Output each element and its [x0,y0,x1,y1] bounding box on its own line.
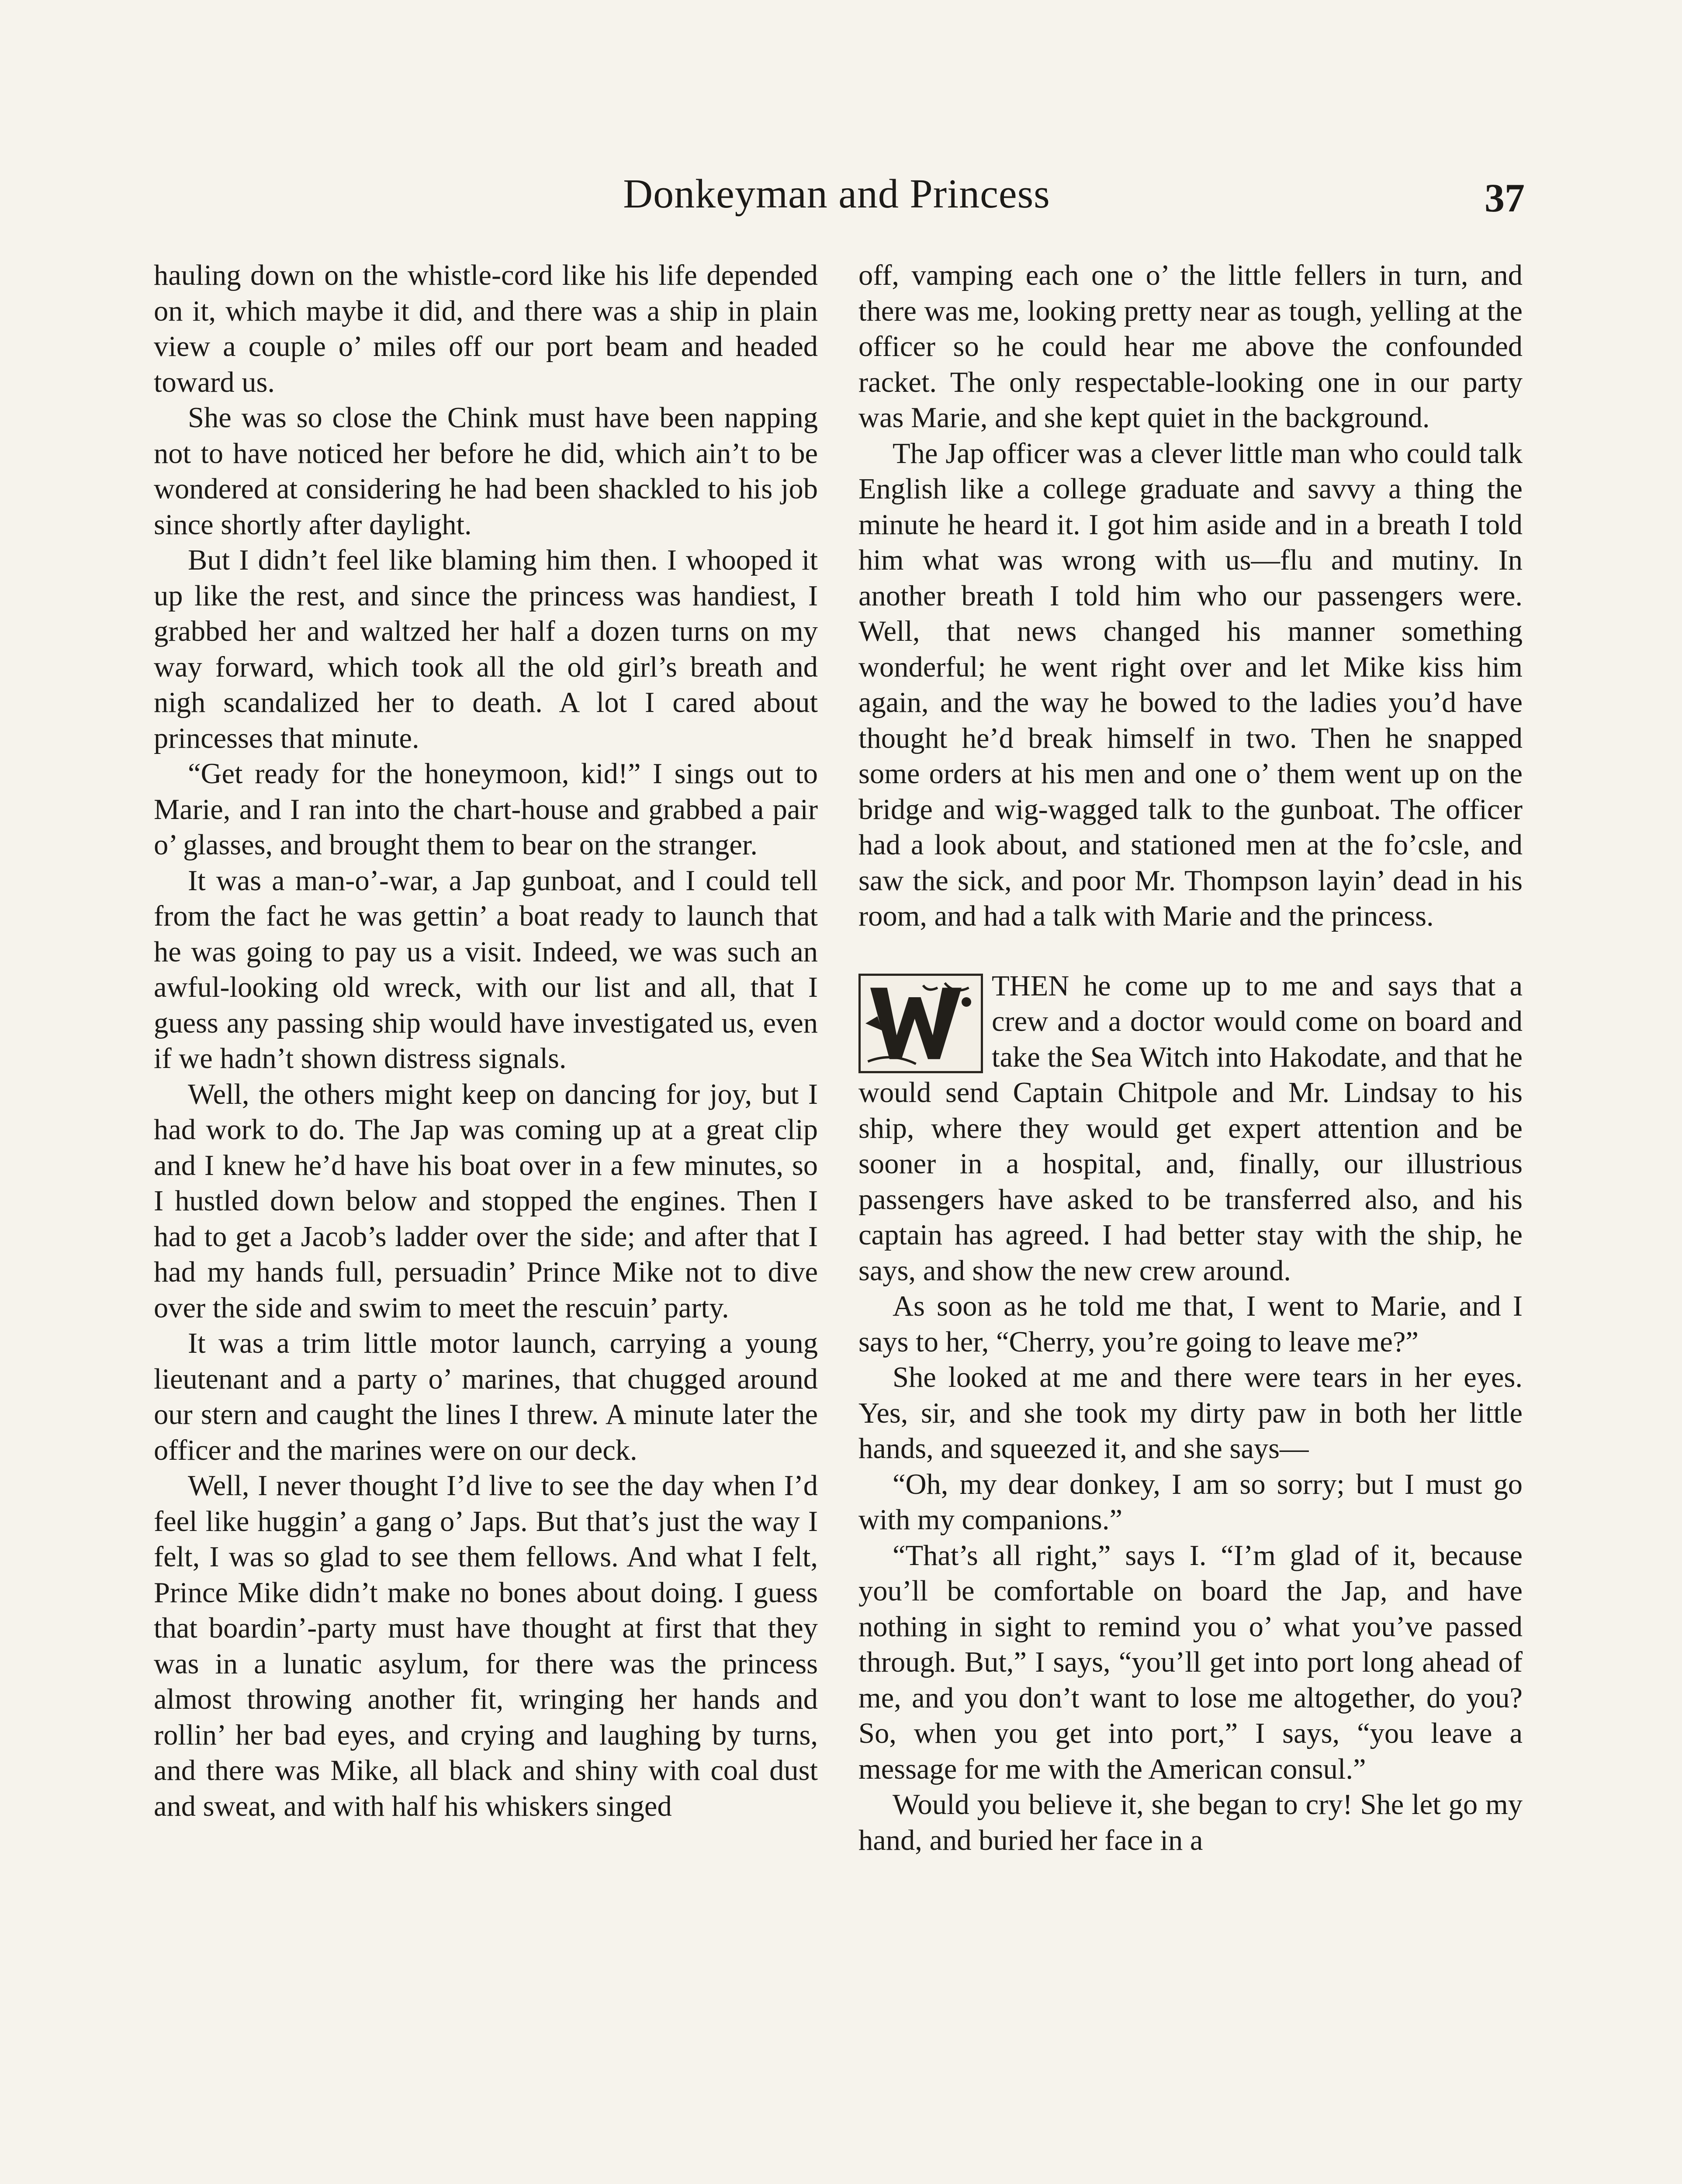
paragraph: She was so close the Chink must have been napping not to have noticed her before he did, which ain’t to be wondered at considering he had been shackled to his job since shortly after daylight. [154,402,818,541]
paragraph: The Jap officer was a clever little man who could talk English like a college graduate and savvy a thing the minute he heard it. I got him aside and in a breath I told him what was wrong with us—flu and mutiny. In another breath I told him who our passengers were. Well, that news changed his manner something wonderful; he went right over and let Mike kiss him again, and the way he bowed to the ladies you’d have thought he’d break himself in two. Then he snapped some orders at his men and one o’ them went up on the bridge and wig-wagged talk to the gunboat. The officer had a look about, and stationed men at the fo’csle, and saw the sick, and poor Mr. Thompson layin’ dead in his room, and had a talk with Marie and the princess. [858,437,1523,932]
paragraph: hauling down on the whistle-cord like his life depended on it, which maybe it did, and there was a ship in plain view a couple o’ miles off our port beam and headed toward us. [154,259,818,398]
paragraph: She looked at me and there were tears in her eyes. Yes, sir, and she took my dirty paw in both her little hands, and squeezed it, and she says— [858,1362,1523,1465]
paragraph: Would you believe it, she began to cry! She let go my hand, and buried her face in a [858,1789,1523,1856]
dropcap-paragraph [858,968,1523,1289]
page-header [149,162,1525,227]
paragraph: “Oh, my dear donkey, I am so sorry; but I must go with my companions.” [858,1468,1523,1536]
paragraph: “That’s all right,” says I. “I’m glad of it, because you’ll be comfortable on board the Jap, and have nothing in sight to remind you o’ what you’ve passed through. But,” I says, “you’ll get into port long ahead of me, and you don’t want to lose me altogether, do you? So, when you get into port,” I says, “you leave a message for me with the American consul.” [858,1539,1523,1785]
running-title: Donkeyman and Princess [623,171,1050,217]
paragraph: “Get ready for the honeymoon, kid!” I sings out to Marie, and I ran into the chart-house and grabbed a pair o’ glasses, and brought them to bear on the stranger. [154,758,818,861]
paragraph: off, vamping each one o’ the little fellers in turn, and there was me, looking pretty near as tough, yelling at the officer so he could hear me above the confounded racket. The only respectable-looking one in our party was Marie, and she kept quiet in the background. [858,259,1523,434]
paragraph: But I didn’t feel like blaming him then. I whooped it up like the rest, and since the princess was handiest, I grabbed her and waltzed her half a dozen turns on my way forward, which took all the old girl’s breath and nigh scandalized her to death. A lot I cared about princesses that minute. [154,544,818,754]
dropcap-text: THEN he come up to me and says that a crew and a doctor would come on board and take the Sea Witch into Hakodate, and that he would send Captain Chitpole and Mr. Lindsay to his ship, where they would get expert attention and be sooner in a hospital, and, finally, our illustrious passengers have asked to be transferred also, and his captain has agreed. I had better stay with the ship, he says, and show the new crew around. [858,970,1523,1287]
section-break [858,934,1523,968]
left-column [154,258,818,1824]
right-column [858,258,1523,1858]
decorative-initial-w-icon [858,974,983,1073]
page-number: 37 [1485,176,1525,220]
paragraph: It was a man-o’-war, a Jap gunboat, and I could tell from the fact he was gettin’ a boat ready to launch that he was going to pay us a visit. Indeed, we was such an awful-looking old wreck, with our list and all, that I guess any passing ship would have investigated us, even if we hadn’t shown distress signals. [154,864,818,1075]
paragraph: As soon as he told me that, I went to Marie, and I says to her, “Cherry, you’re going to leave me?” [858,1290,1523,1358]
paragraph: Well, the others might keep on dancing for joy, but I had work to do. The Jap was coming up at a great clip and I knew he’d have his boat over in a few minutes, so I hustled down below and stopped the engines. Then I had to get a Jacob’s ladder over the side; and after that I had my hands full, persuadin’ Prince Mike not to dive over the side and swim to meet the rescuin’ party. [154,1078,818,1324]
paragraph: It was a trim little motor launch, carrying a young lieutenant and a party o’ marines, that chugged around our stern and caught the lines I threw. A minute later the officer and the marines were on our deck. [154,1327,818,1466]
paragraph: Well, I never thought I’d live to see the day when I’d feel like huggin’ a gang o’ Japs. But that’s just the way I felt, I was so glad to see them fellows. And what I felt, Prince Mike didn’t make no bones about doing. I guess that boardin’-party must have thought at first that they was in a lunatic asylum, for there was the princess almost throwing another fit, wringing her hands and rollin’ her bad eyes, and crying and laughing by turns, and there was Mike, all black and shiny with coal dust and sweat, and with half his whiskers singed [154,1470,818,1822]
